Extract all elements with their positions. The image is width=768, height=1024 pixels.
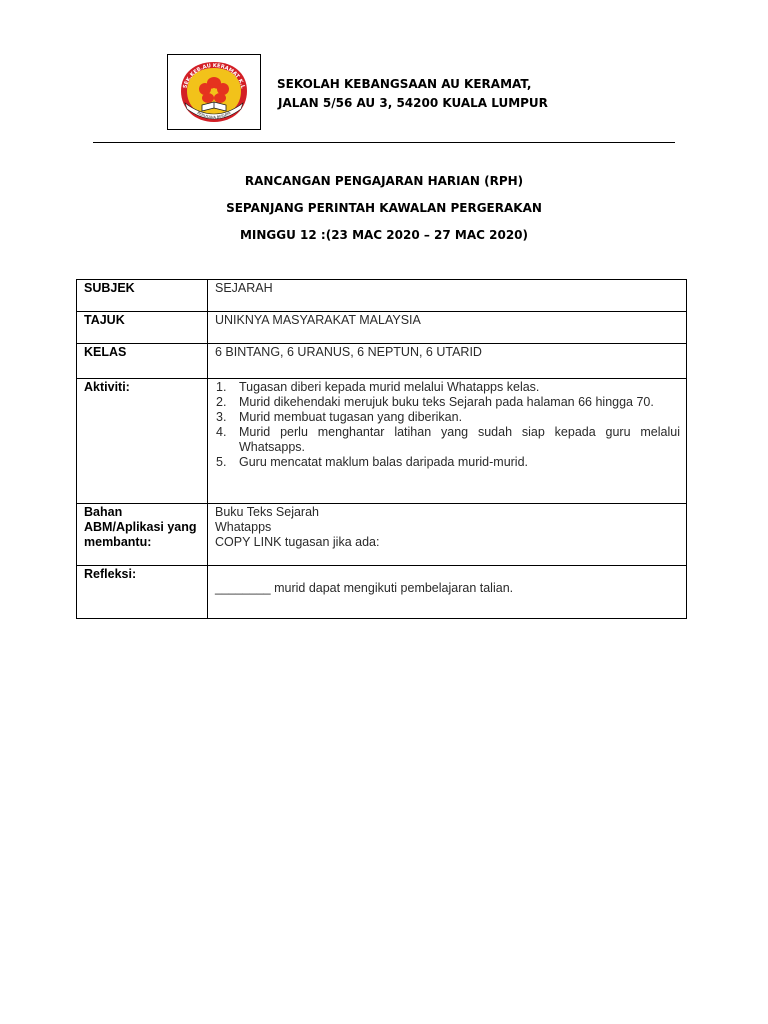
school-name: SEKOLAH KEBANGSAAN AU KERAMAT, — [277, 77, 532, 91]
aktiviti-item: Murid membuat tugasan yang diberikan. — [239, 410, 463, 424]
school-address: JALAN 5/56 AU 3, 54200 KUALA LUMPUR — [278, 96, 548, 110]
logo-frame — [167, 54, 261, 130]
label-refleksi: Refleksi: — [77, 566, 208, 619]
value-subjek: SEJARAH — [208, 280, 687, 312]
aktiviti-item: Murid perlu menghantar latihan yang sudah siap kepada guru melalui Whatsapps. — [239, 425, 680, 454]
title-line-1: RANCANGAN PENGAJARAN HARIAN (RPH) — [244, 174, 524, 188]
school-info — [277, 75, 548, 113]
logo-ring-text: SEK.KEB.AU KERAMAT K.L — [182, 62, 246, 90]
school-crest-logo — [175, 59, 253, 125]
label-kelas: KELAS — [77, 344, 208, 379]
value-tajuk: UNIKNYA MASYARAKAT MALAYSIA — [208, 312, 687, 344]
row-bahan — [77, 504, 687, 566]
document-titles — [0, 173, 768, 254]
value-aktiviti — [208, 379, 687, 504]
value-bahan — [208, 504, 687, 566]
refleksi-text: ________ murid dapat mengikuti pembelajaran talian. — [215, 581, 514, 595]
row-kelas — [77, 344, 687, 379]
bahan-line: Whatapps — [215, 520, 272, 534]
label-subjek: SUBJEK — [77, 280, 208, 312]
bahan-line: Buku Teks Sejarah — [215, 505, 319, 519]
rph-table — [76, 279, 687, 619]
aktiviti-item: Murid dikehendaki merujuk buku teks Sejarah pada halaman 66 hingga 70. — [239, 395, 654, 409]
logo-motto-text: BERUSAHA BERJAYA — [196, 110, 232, 120]
label-bahan: Bahan ABM/Aplikasi yang membantu: — [77, 504, 208, 566]
value-refleksi — [208, 566, 687, 619]
title-line-3: MINGGU 12 :(23 MAC 2020 – 27 MAC 2020) — [239, 228, 529, 242]
row-aktiviti — [77, 379, 687, 504]
bahan-line: COPY LINK tugasan jika ada: — [215, 535, 380, 549]
aktiviti-list — [215, 380, 680, 470]
row-tajuk — [77, 312, 687, 344]
row-refleksi — [77, 566, 687, 619]
value-kelas: 6 BINTANG, 6 URANUS, 6 NEPTUN, 6 UTARID — [208, 344, 687, 379]
aktiviti-item: Guru mencatat maklum balas daripada murid-murid. — [239, 455, 529, 469]
aktiviti-item: Tugasan diberi kepada murid melalui Whatapps kelas. — [239, 380, 540, 394]
label-aktiviti: Aktiviti: — [77, 379, 208, 504]
row-subjek — [77, 280, 687, 312]
title-line-2: SEPANJANG PERINTAH KAWALAN PERGERAKAN — [226, 201, 542, 215]
header-divider — [93, 142, 675, 143]
label-tajuk: TAJUK — [77, 312, 208, 344]
